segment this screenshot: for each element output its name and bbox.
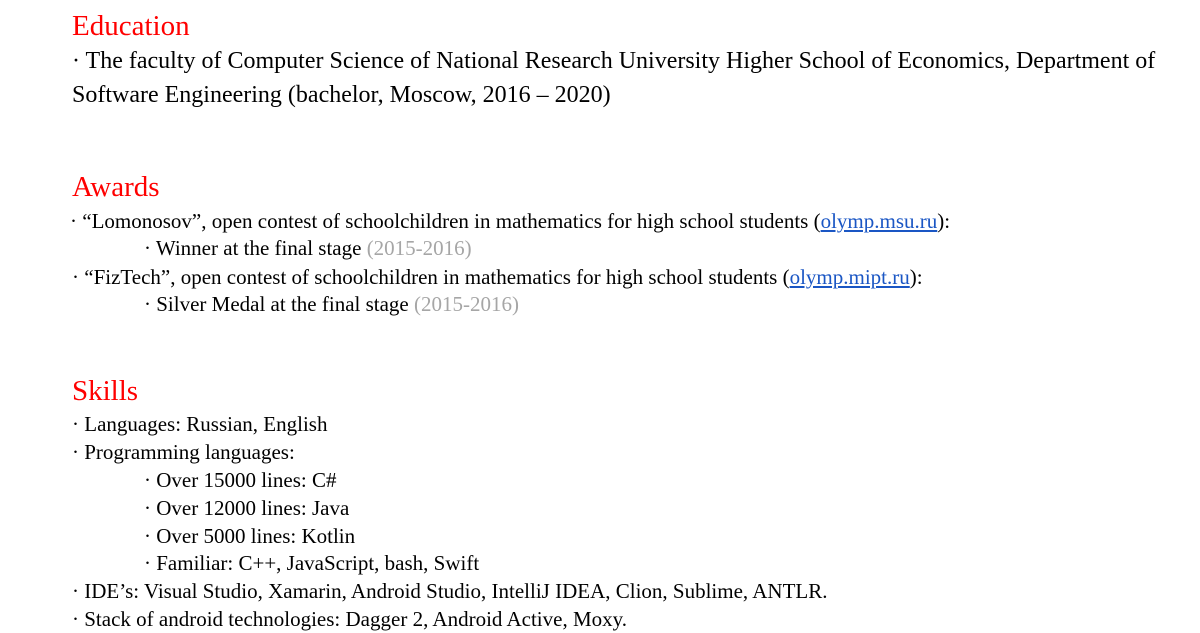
awards-heading: Awards <box>72 171 160 203</box>
award-link-msu[interactable]: olymp.msu.ru <box>820 209 938 233</box>
award-result <box>144 290 519 318</box>
award-lomonosov <box>70 207 950 235</box>
skill-ides: · IDE’s: Visual Studio, Xamarin, Android Studio, IntelliJ IDEA, Clion, Sublime, ANTLR. <box>72 579 828 603</box>
skill-android-stack: · Stack of android technologies: Dagger 2, Android Active, Moxy. <box>72 607 628 631</box>
award-years: (2015-2016) <box>366 236 472 260</box>
skill-programming-item: · Over 15000 lines: C# <box>144 468 337 492</box>
skill-programming-item: · Over 12000 lines: Java <box>144 496 350 520</box>
award-result-text: · Winner at the final stage <box>144 236 367 260</box>
award-result <box>144 234 472 262</box>
award-fiztech <box>72 263 923 291</box>
education-text: · The faculty of Computer Science of National Research University Higher School of Economics, Department of Software Engineering (bachelor, Moscow, 2016 – 2020) <box>72 48 1156 108</box>
award-suffix: ): <box>909 265 923 289</box>
award-suffix: ): <box>937 209 951 233</box>
skill-programming-label: · Programming languages: <box>72 440 295 464</box>
award-years: (2015-2016) <box>414 292 519 316</box>
skill-languages: · Languages: Russian, English <box>72 412 328 436</box>
award-result-text: · Silver Medal at the final stage <box>144 292 414 316</box>
award-link-mipt[interactable]: olymp.mipt.ru <box>789 265 910 289</box>
award-text: · “Lomonosov”, open contest of schoolchildren in mathematics for high school students ( <box>70 209 821 233</box>
education-heading: Education <box>72 10 190 42</box>
skill-programming-item: · Familiar: C++, JavaScript, bash, Swift <box>144 551 480 575</box>
skill-programming-item: · Over 5000 lines: Kotlin <box>144 524 356 548</box>
award-text: · “FizTech”, open contest of schoolchildren in mathematics for high school students ( <box>72 265 790 289</box>
skills-heading: Skills <box>72 375 139 407</box>
